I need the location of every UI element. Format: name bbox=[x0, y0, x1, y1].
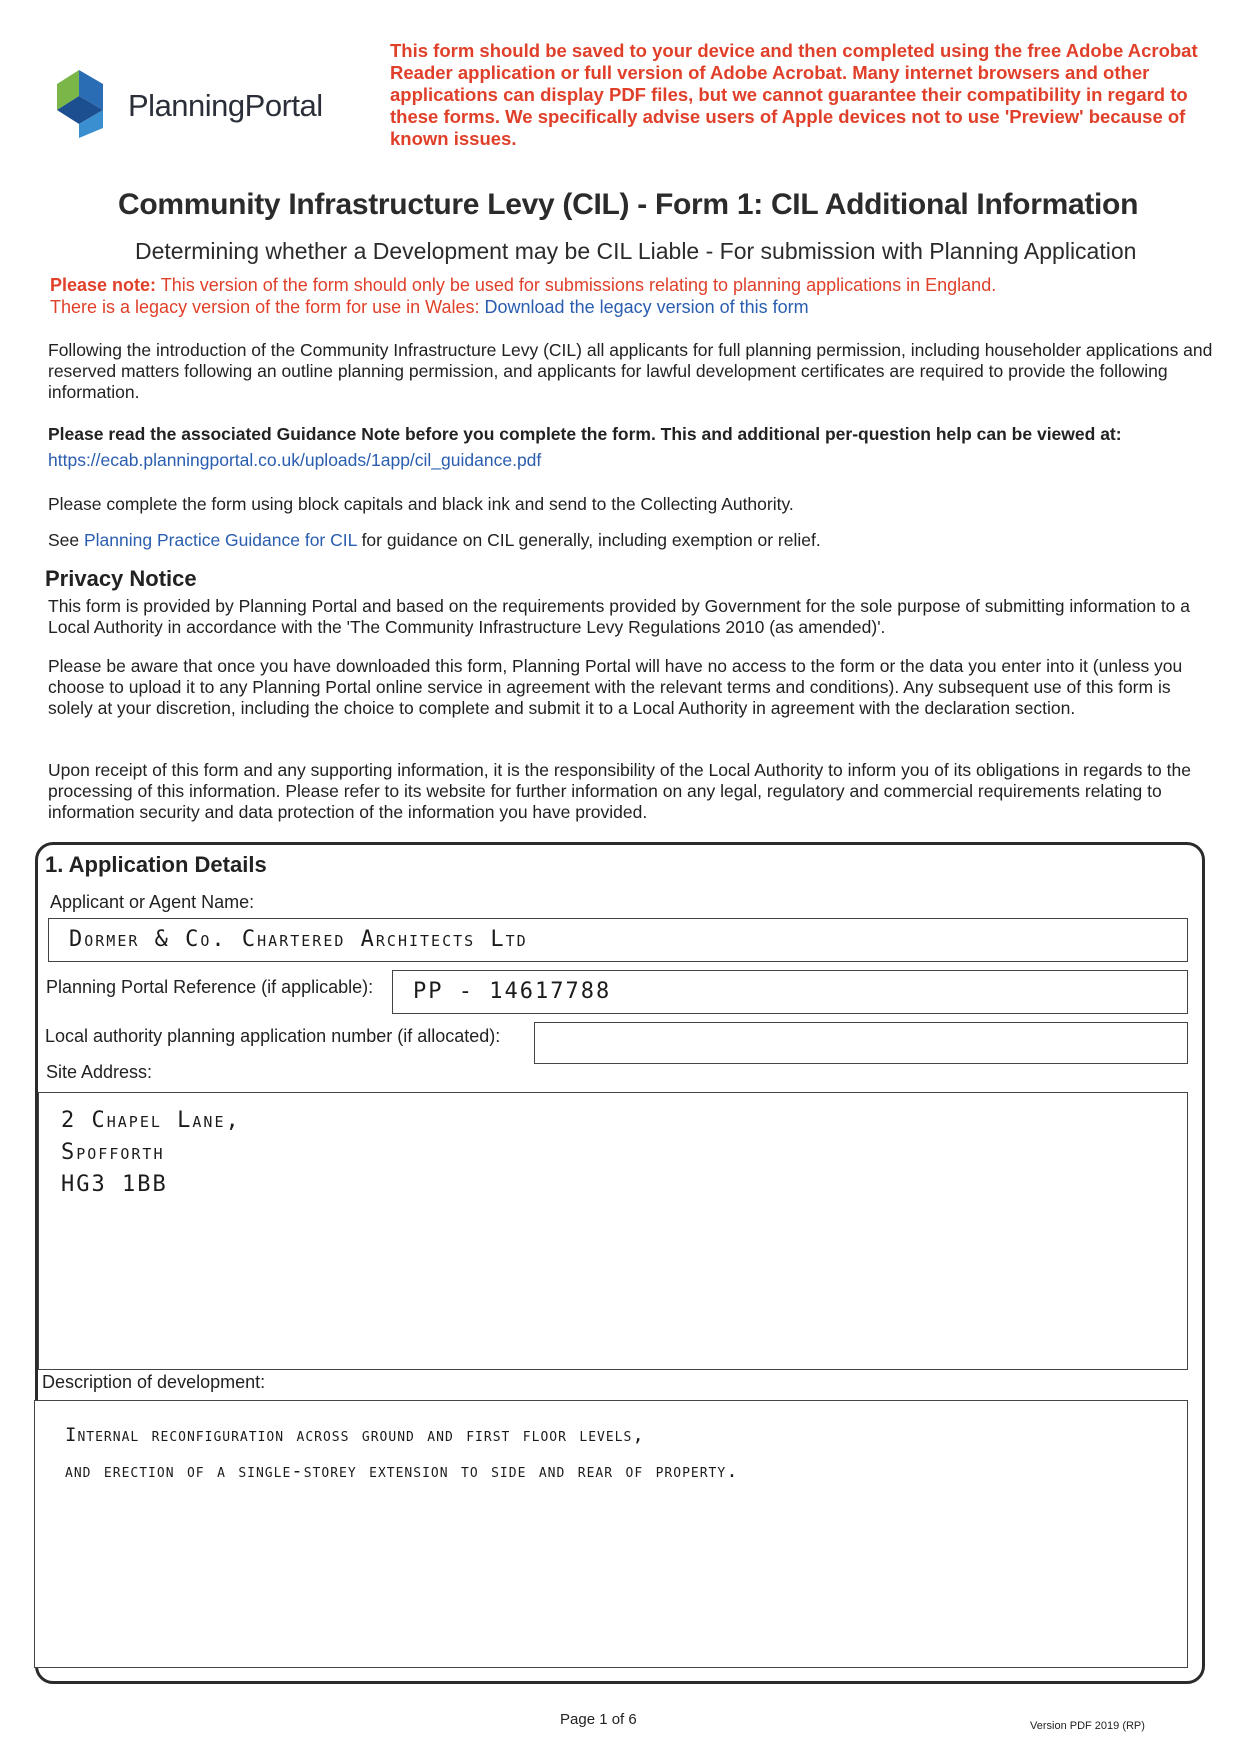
logo-text-planning: Planning bbox=[128, 88, 245, 123]
section-title: 1. Application Details bbox=[45, 852, 267, 877]
logo-text-portal: Portal bbox=[244, 88, 323, 123]
guidance-text: Please read the associated Guidance Note before you complete the form. This and additional per-question help can be viewed at: bbox=[48, 424, 1122, 444]
planning-portal-reference-field[interactable] bbox=[392, 970, 1188, 1014]
instructions-text: Please complete the form using block capitals and black ink and send to the Collecting Authority. bbox=[48, 494, 794, 514]
applicant-name-value: Dormer & Co. Chartered Architects Ltd bbox=[69, 927, 528, 952]
note-line1: This version of the form should only be used for submissions relating to planning applications in England. bbox=[156, 275, 997, 295]
planning-portal-logo-icon bbox=[55, 66, 125, 141]
form-subtitle: Determining whether a Development may be CIL Liable - For submission with Planning Application bbox=[135, 238, 1137, 264]
form-title: Community Infrastructure Levy (CIL) - Form 1: CIL Additional Information bbox=[118, 188, 1139, 221]
acrobat-warning: This form should be saved to your device and then completed using the free Adobe Acrobat Reader application or full version of Adobe Acrobat. Many internet browsers and other applications can display PDF files, but we cannot guarantee their compatibility in regard to these forms. We specifically advise users of Apple devices not to use 'Preview' because of known issues. bbox=[390, 40, 1198, 149]
description-field[interactable] bbox=[34, 1400, 1188, 1668]
reference-value: PP - 14617788 bbox=[413, 979, 612, 1004]
privacy-paragraph-1: This form is provided by Planning Portal and based on the requirements provided by Government for the sole purpose of submitting information to a Local Authority in accordance with the 'The Community Infrastructure Levy Regulations 2010 (as amended)'. bbox=[48, 596, 1191, 637]
note-line2: There is a legacy version of the form for use in Wales: bbox=[50, 297, 485, 317]
legacy-form-link[interactable]: Download the legacy version of this form bbox=[484, 297, 809, 317]
ppg-cil-link[interactable]: Planning Practice Guidance for CIL bbox=[84, 530, 357, 550]
applicant-label: Applicant or Agent Name: bbox=[50, 892, 255, 912]
see-prefix: See bbox=[48, 530, 84, 550]
privacy-heading: Privacy Notice bbox=[45, 566, 197, 591]
england-note bbox=[50, 274, 1200, 318]
site-address-line-3: HG3 1BB bbox=[61, 1172, 168, 1197]
site-address-line-1: 2 Chapel Lane, bbox=[61, 1108, 241, 1133]
note-label: Please note: bbox=[50, 275, 157, 295]
la-application-number-field[interactable] bbox=[534, 1022, 1188, 1064]
description-value bbox=[65, 1417, 739, 1489]
privacy-paragraph-3: Upon receipt of this form and any supporting information, it is the responsibility of the Local Authority to inform you of its obligations in regards to the processing of this information. Please refer to its website for further information on any legal, regulatory and commercial requirements relating to information security and data protection of the information you have provided. bbox=[48, 760, 1191, 822]
see-suffix: for guidance on CIL generally, including exemption or relief. bbox=[356, 530, 821, 550]
guidance-link[interactable]: https://ecab.planningportal.co.uk/uploads/1app/cil_guidance.pdf bbox=[48, 450, 542, 470]
la-number-label: Local authority planning application number (if allocated): bbox=[45, 1026, 501, 1046]
intro-paragraph: Following the introduction of the Community Infrastructure Levy (CIL) all applicants for full planning permission, including householder applications and reserved matters following an outline planning permission, and applicants for lawful development certificates are required to provide the following information. bbox=[48, 340, 1213, 402]
see-guidance bbox=[48, 530, 1218, 551]
applicant-name-field[interactable] bbox=[48, 918, 1188, 962]
page-number: Page 1 of 6 bbox=[560, 1711, 637, 1728]
description-line-1: Internal reconfiguration across ground and first floor levels, bbox=[65, 1424, 645, 1446]
site-address-field[interactable] bbox=[38, 1092, 1188, 1370]
version-label: Version PDF 2019 (RP) bbox=[1030, 1720, 1145, 1732]
site-address-label: Site Address: bbox=[46, 1062, 153, 1082]
description-label: Description of development: bbox=[42, 1372, 266, 1392]
site-address-value bbox=[61, 1105, 241, 1201]
ref-label: Planning Portal Reference (if applicable): bbox=[46, 977, 374, 997]
description-line-2: and erection of a single-storey extension to side and rear of property. bbox=[65, 1460, 739, 1482]
site-address-line-2: Spofforth bbox=[61, 1140, 165, 1165]
privacy-paragraph-2: Please be aware that once you have downloaded this form, Planning Portal will have no access to the form or the data you enter into it (unless you choose to upload it to any Planning Portal online service in agreement with the relevant terms and conditions). Any subsequent use of this form is solely at your discretion, including the choice to complete and submit it to a Local Authority in agreement with the declaration section. bbox=[48, 656, 1183, 718]
logo-text bbox=[128, 88, 323, 124]
